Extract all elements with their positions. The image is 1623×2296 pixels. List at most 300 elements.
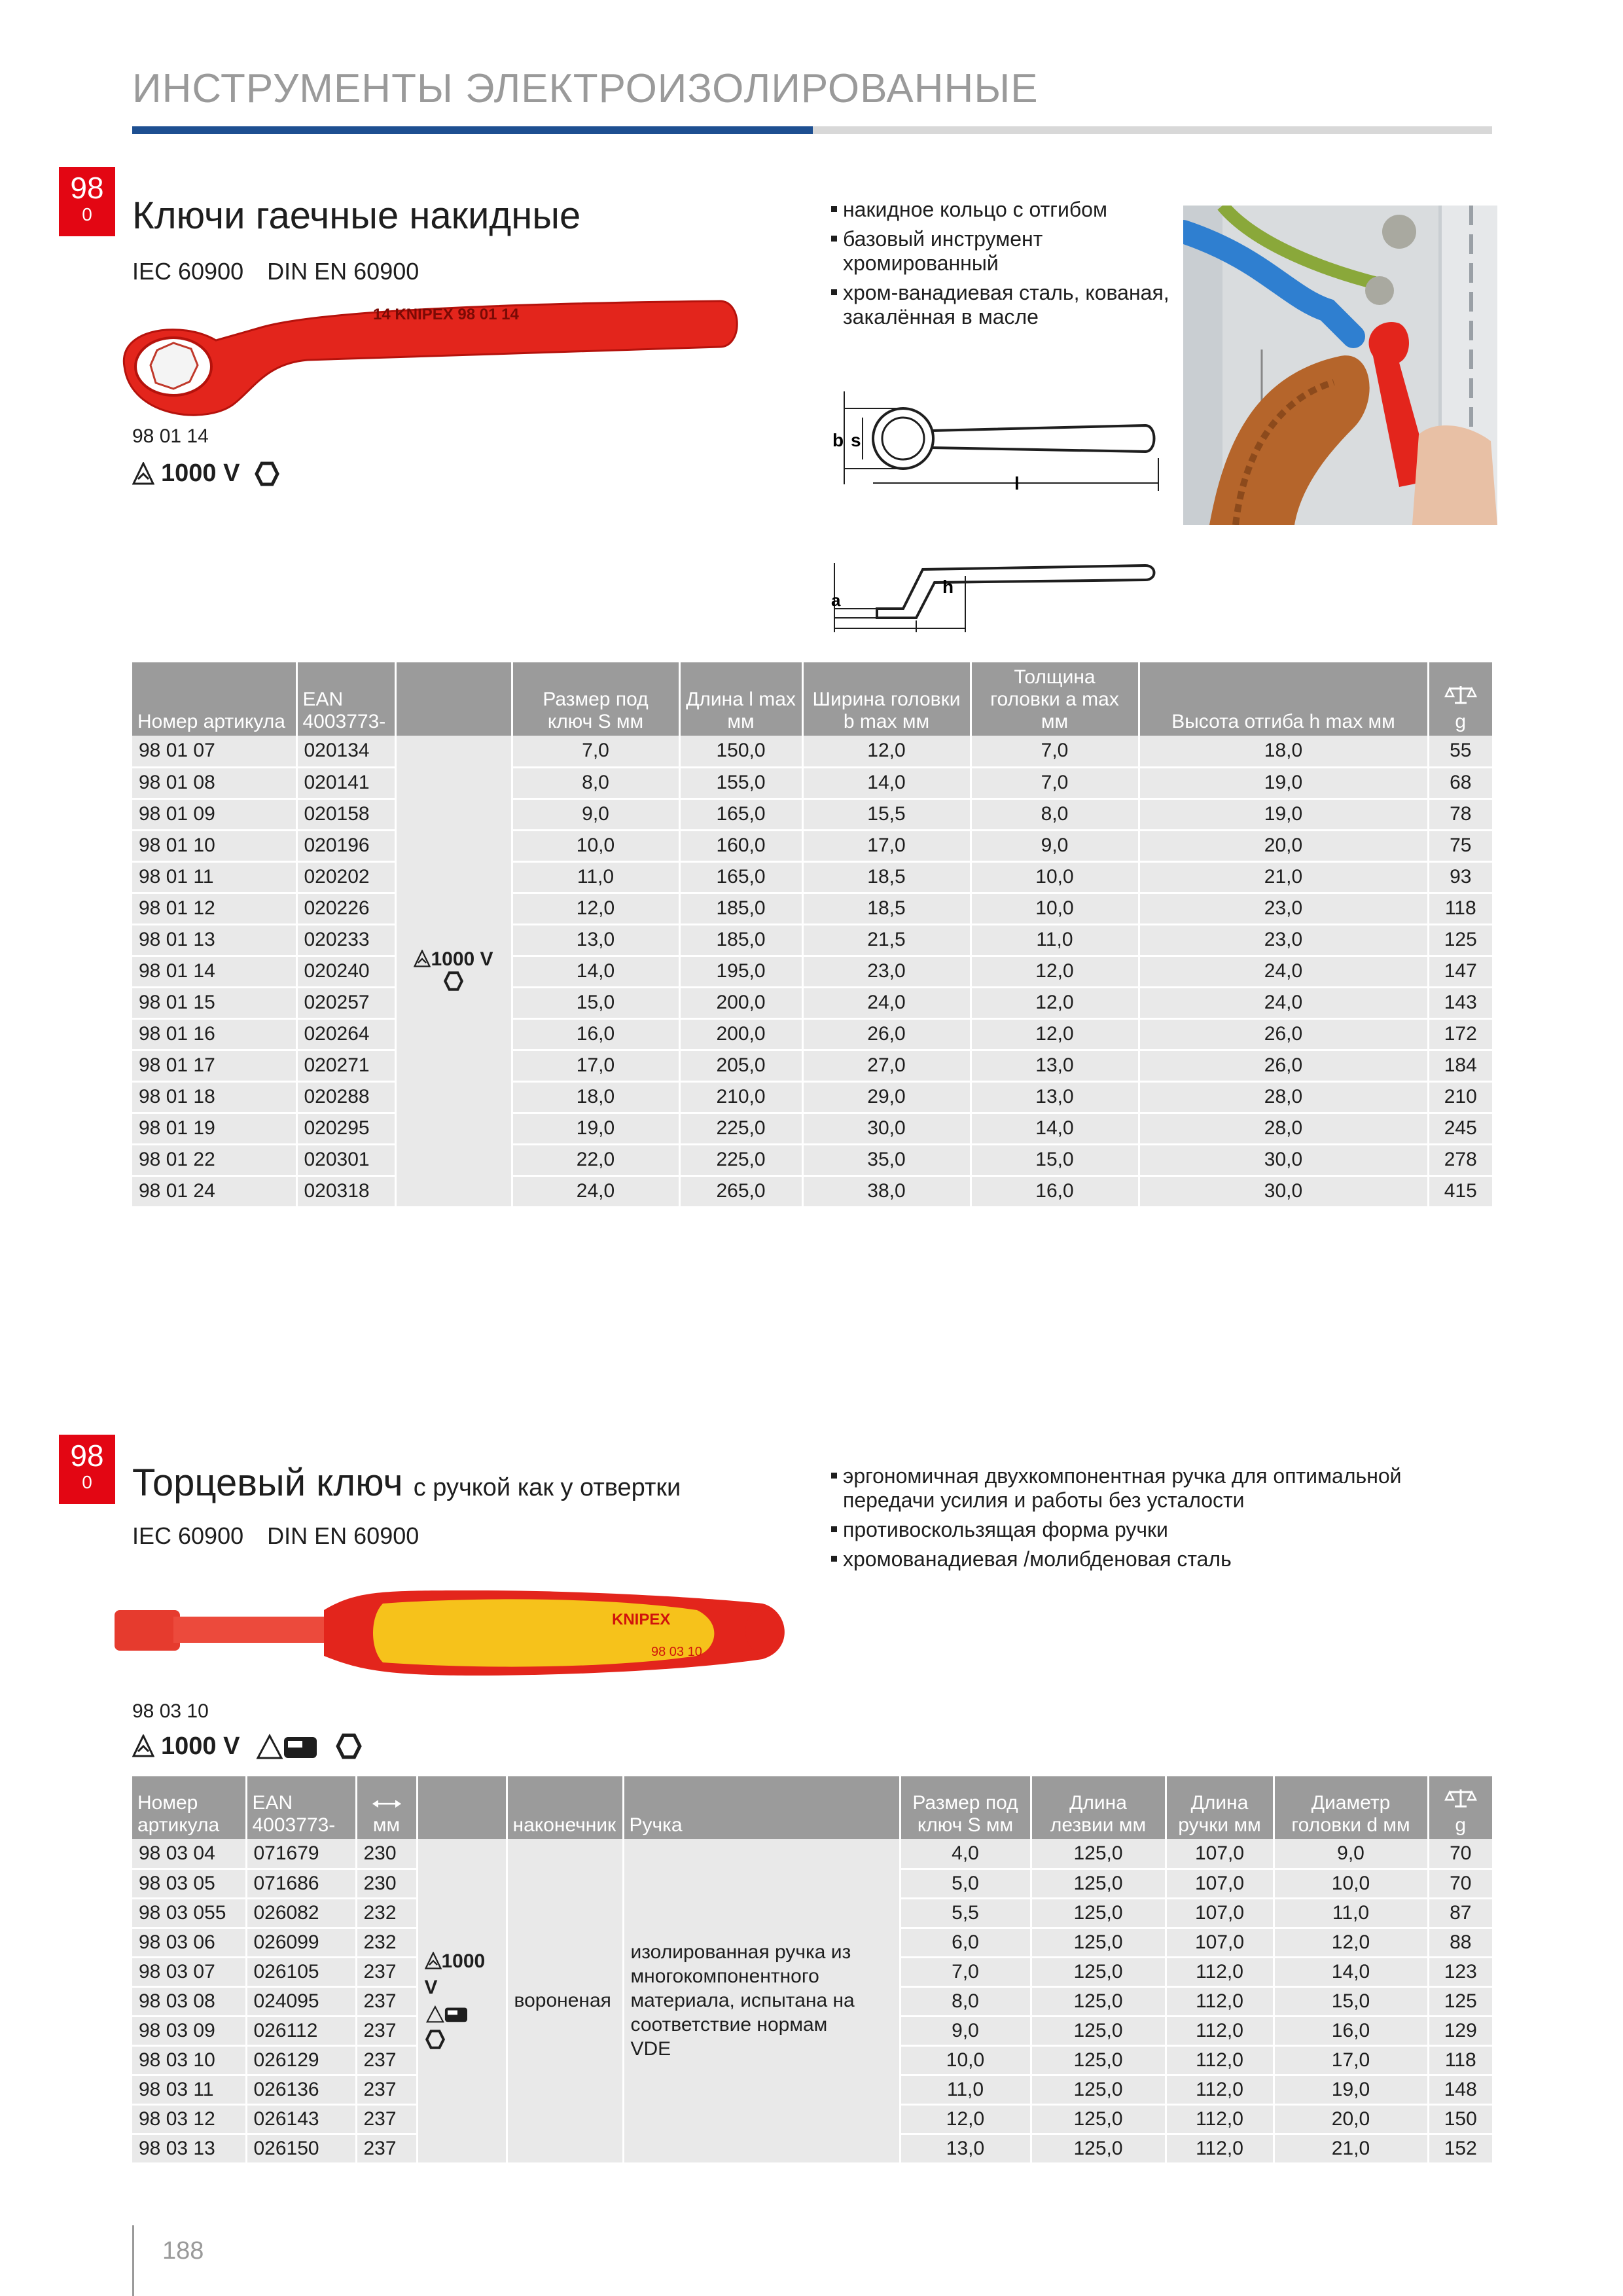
cell-blade-length: 125,0 xyxy=(1031,1869,1166,1898)
cell-key-size: 9,0 xyxy=(900,2016,1031,2045)
cell-bend-height: 24,0 xyxy=(1139,956,1428,987)
cell-article: 98 01 15 xyxy=(132,987,296,1018)
cell-article: 98 01 17 xyxy=(132,1050,296,1081)
col-rating xyxy=(395,662,512,736)
cell-head-width: 30,0 xyxy=(802,1113,971,1144)
cell-handle-length: 112,0 xyxy=(1166,1986,1274,2016)
section1-voltage-text: 1000 V xyxy=(161,459,240,487)
section2-standards xyxy=(132,1522,436,1550)
page-header: ИНСТРУМЕНТЫ ЭЛЕКТРОИЗОЛИРОВАННЫЕ xyxy=(132,66,1039,111)
nut-driver-image xyxy=(108,1584,802,1682)
cell-bend-height: 18,0 xyxy=(1139,736,1428,767)
cell-head-width: 23,0 xyxy=(802,956,971,987)
cell-key-size: 11,0 xyxy=(900,2075,1031,2104)
table-row xyxy=(132,767,1492,798)
section1-badge-subnumber: 0 xyxy=(82,204,92,224)
col-ean: EAN 4003773- xyxy=(246,1776,356,1839)
length-arrow-icon xyxy=(372,1799,401,1809)
cell-weight: 129 xyxy=(1428,2016,1492,2045)
section1-standard-2: DIN EN 60900 xyxy=(267,258,419,285)
cell-head-thickness: 14,0 xyxy=(971,1113,1139,1144)
diagram-label-h: h xyxy=(942,577,954,597)
col-key-size: Размер под ключ S мм xyxy=(512,662,679,736)
insulated-triangle-icon xyxy=(425,1952,442,1970)
cell-length: 265,0 xyxy=(679,1175,802,1207)
cell-key-size: 4,0 xyxy=(900,1839,1031,1869)
section1-badge-number: 98 xyxy=(70,171,104,205)
box-wrench-image xyxy=(111,288,753,425)
section2-badge xyxy=(59,1435,115,1504)
cell-weight: 172 xyxy=(1428,1018,1492,1050)
section1-features xyxy=(831,198,1171,334)
cell-weight: 123 xyxy=(1428,1957,1492,1986)
header-rule xyxy=(132,126,1492,134)
cell-weight: 93 xyxy=(1428,861,1492,893)
cell-article: 98 01 11 xyxy=(132,861,296,893)
cell-key-size: 18,0 xyxy=(512,1081,679,1113)
cell-ean: 020196 xyxy=(296,830,395,861)
cell-head-thickness: 12,0 xyxy=(971,956,1139,987)
col-ean: EAN 4003773- xyxy=(296,662,395,736)
cell-head-width: 14,0 xyxy=(802,767,971,798)
cell-weight: 143 xyxy=(1428,987,1492,1018)
diagram-label-a: a xyxy=(831,590,841,610)
cell-blade-length: 125,0 xyxy=(1031,1839,1166,1869)
cell-weight: 245 xyxy=(1428,1113,1492,1144)
cell-bend-height: 19,0 xyxy=(1139,798,1428,830)
cell-weight: 70 xyxy=(1428,1839,1492,1869)
section1-title: Ключи гаечные накидные xyxy=(132,194,581,237)
cell-head-diameter: 9,0 xyxy=(1274,1839,1428,1869)
cell-article: 98 01 10 xyxy=(132,830,296,861)
col-blade-length: Длина лезвии мм xyxy=(1031,1776,1166,1839)
cell-handle: изолированная ручка из многокомпонентного материала, испытана на соответствие нормам VDE xyxy=(623,1839,900,2163)
table-row xyxy=(132,1050,1492,1081)
cell-key-size: 16,0 xyxy=(512,1018,679,1050)
cell-length: 210,0 xyxy=(679,1081,802,1113)
cell-head-thickness: 11,0 xyxy=(971,924,1139,956)
cell-head-width: 38,0 xyxy=(802,1175,971,1207)
cell-length: 150,0 xyxy=(679,736,802,767)
footer-rule xyxy=(132,2225,134,2296)
cell-ean: 024095 xyxy=(246,1986,356,2016)
col-handle-length: Длина ручки мм xyxy=(1166,1776,1274,1839)
cell-ean: 020233 xyxy=(296,924,395,956)
section2-feature-2: противоскользящая форма ручки xyxy=(831,1518,1459,1542)
cell-blade-length: 125,0 xyxy=(1031,2134,1166,2163)
cell-head-thickness: 13,0 xyxy=(971,1081,1139,1113)
cell-ean: 026082 xyxy=(246,1898,356,1928)
cell-article: 98 03 05 xyxy=(132,1869,246,1898)
cell-weight: 150 xyxy=(1428,2104,1492,2134)
cell-head-thickness: 10,0 xyxy=(971,893,1139,924)
cell-ean: 071686 xyxy=(246,1869,356,1898)
col-head-diameter: Диаметр головки d мм xyxy=(1274,1776,1428,1839)
section2-article-caption: 98 03 10 xyxy=(132,1700,209,1722)
cell-ean: 020301 xyxy=(296,1144,395,1175)
cell-total-length: 230 xyxy=(356,1869,417,1898)
cell-head-diameter: 15,0 xyxy=(1274,1986,1428,2016)
col-weight: g xyxy=(1428,1776,1492,1839)
cell-article: 98 01 18 xyxy=(132,1081,296,1113)
cell-weight: 70 xyxy=(1428,1869,1492,1898)
cell-weight: 278 xyxy=(1428,1144,1492,1175)
diagram-label-s: s xyxy=(851,430,861,450)
cell-head-thickness: 9,0 xyxy=(971,830,1139,861)
cell-bend-height: 24,0 xyxy=(1139,987,1428,1018)
table-row xyxy=(132,956,1492,987)
cell-head-diameter: 12,0 xyxy=(1274,1928,1428,1957)
cell-weight: 118 xyxy=(1428,893,1492,924)
cell-head-width: 18,5 xyxy=(802,893,971,924)
cell-ean: 020288 xyxy=(296,1081,395,1113)
cell-blade-length: 125,0 xyxy=(1031,1957,1166,1986)
cell-head-diameter: 19,0 xyxy=(1274,2075,1428,2104)
cell-bend-height: 21,0 xyxy=(1139,861,1428,893)
cell-ean: 026099 xyxy=(246,1928,356,1957)
col-tip: наконечник xyxy=(507,1776,623,1839)
cell-key-size: 7,0 xyxy=(512,736,679,767)
table-row xyxy=(132,1144,1492,1175)
cell-bend-height: 30,0 xyxy=(1139,1175,1428,1207)
wrench-side-view-drawing xyxy=(825,537,1165,635)
cell-weight: 68 xyxy=(1428,767,1492,798)
cell-article: 98 03 12 xyxy=(132,2104,246,2134)
cell-head-diameter: 14,0 xyxy=(1274,1957,1428,1986)
col-weight: g xyxy=(1428,662,1492,736)
cell-key-size: 9,0 xyxy=(512,798,679,830)
cell-article: 98 03 09 xyxy=(132,2016,246,2045)
cell-key-size: 5,5 xyxy=(900,1898,1031,1928)
cell-ean: 071679 xyxy=(246,1839,356,1869)
cell-blade-length: 125,0 xyxy=(1031,2104,1166,2134)
cell-handle-length: 112,0 xyxy=(1166,2134,1274,2163)
cell-article: 98 01 08 xyxy=(132,767,296,798)
cell-key-size: 10,0 xyxy=(512,830,679,861)
cell-head-thickness: 13,0 xyxy=(971,1050,1139,1081)
cell-ean: 020318 xyxy=(296,1175,395,1207)
cell-weight: 152 xyxy=(1428,2134,1492,2163)
cell-handle-length: 107,0 xyxy=(1166,1839,1274,1869)
table-row xyxy=(132,798,1492,830)
section1-standards xyxy=(132,258,436,285)
cell-length: 225,0 xyxy=(679,1144,802,1175)
cell-article: 98 01 09 xyxy=(132,798,296,830)
cell-article: 98 01 12 xyxy=(132,893,296,924)
cell-weight: 125 xyxy=(1428,924,1492,956)
cell-rating-text: 1000 V xyxy=(424,1950,486,1998)
cell-article: 98 01 14 xyxy=(132,956,296,987)
section2-title-sub: с ручкой как у отвертки xyxy=(413,1474,681,1501)
cell-length: 225,0 xyxy=(679,1113,802,1144)
driver-handle-print: 98 03 10 xyxy=(651,1645,702,1659)
cell-key-size: 13,0 xyxy=(900,2134,1031,2163)
cell-blade-length: 125,0 xyxy=(1031,2075,1166,2104)
cell-tip: вороненая xyxy=(507,1839,623,2163)
cell-rating xyxy=(395,736,512,1207)
table-row xyxy=(132,1018,1492,1050)
cell-head-thickness: 12,0 xyxy=(971,987,1139,1018)
cell-handle-length: 107,0 xyxy=(1166,1928,1274,1957)
cell-total-length: 232 xyxy=(356,1898,417,1928)
table-row xyxy=(132,893,1492,924)
cell-rating xyxy=(417,1839,507,2163)
ergonomic-handle-icon xyxy=(255,1732,321,1761)
cell-total-length: 232 xyxy=(356,1928,417,1957)
wrench-brand-print: 14 KNIPEX 98 01 14 xyxy=(373,306,519,323)
cell-length: 185,0 xyxy=(679,924,802,956)
cell-key-size: 14,0 xyxy=(512,956,679,987)
section2-features xyxy=(831,1464,1459,1577)
table-row xyxy=(132,1081,1492,1113)
cell-weight: 415 xyxy=(1428,1175,1492,1207)
cell-head-thickness: 7,0 xyxy=(971,767,1139,798)
cell-article: 98 03 08 xyxy=(132,1986,246,2016)
cell-length: 200,0 xyxy=(679,1018,802,1050)
section1-feature-2: базовый инструмент хромированный xyxy=(831,227,1171,276)
section2-standard-2: DIN EN 60900 xyxy=(267,1522,419,1549)
cell-head-thickness: 10,0 xyxy=(971,861,1139,893)
cell-ean: 020271 xyxy=(296,1050,395,1081)
cell-bend-height: 30,0 xyxy=(1139,1144,1428,1175)
cell-total-length: 237 xyxy=(356,2134,417,2163)
table-row xyxy=(132,924,1492,956)
section1-standard-1: IEC 60900 xyxy=(132,258,244,285)
table-row xyxy=(132,861,1492,893)
col-key-size: Размер под ключ S мм xyxy=(900,1776,1031,1839)
cell-head-thickness: 8,0 xyxy=(971,798,1139,830)
hexagon-icon xyxy=(425,2029,446,2050)
cell-article: 98 03 04 xyxy=(132,1839,246,1869)
cell-key-size: 10,0 xyxy=(900,2045,1031,2075)
cell-bend-height: 26,0 xyxy=(1139,1018,1428,1050)
col-rating xyxy=(417,1776,507,1839)
cell-ean: 026129 xyxy=(246,2045,356,2075)
cell-blade-length: 125,0 xyxy=(1031,1928,1166,1957)
cell-bend-height: 20,0 xyxy=(1139,830,1428,861)
cell-head-width: 12,0 xyxy=(802,736,971,767)
cell-weight: 75 xyxy=(1428,830,1492,861)
cell-weight: 87 xyxy=(1428,1898,1492,1928)
section2-voltage-text: 1000 V xyxy=(161,1732,240,1760)
cell-length: 155,0 xyxy=(679,767,802,798)
cell-ean: 020202 xyxy=(296,861,395,893)
cell-ean: 026150 xyxy=(246,2134,356,2163)
wrench-usage-photo xyxy=(1183,206,1497,525)
cell-head-thickness: 16,0 xyxy=(971,1175,1139,1207)
cell-handle-length: 112,0 xyxy=(1166,2016,1274,2045)
cell-key-size: 15,0 xyxy=(512,987,679,1018)
cell-head-width: 27,0 xyxy=(802,1050,971,1081)
cell-blade-length: 125,0 xyxy=(1031,2045,1166,2075)
section2-feature-1: эргономичная двухкомпонентная ручка для оптимальной передачи усилия и работы без усталости xyxy=(831,1464,1459,1513)
cell-length: 200,0 xyxy=(679,987,802,1018)
cell-length: 195,0 xyxy=(679,956,802,987)
cell-head-diameter: 16,0 xyxy=(1274,2016,1428,2045)
col-article: Номер артикула xyxy=(132,1776,246,1839)
table-row xyxy=(132,1175,1492,1207)
section1-badge xyxy=(59,167,115,236)
cell-ean: 020295 xyxy=(296,1113,395,1144)
section1-feature-1: накидное кольцо с отгибом xyxy=(831,198,1171,222)
cell-total-length: 230 xyxy=(356,1839,417,1869)
cell-article: 98 03 06 xyxy=(132,1928,246,1957)
col-article: Номер артикула xyxy=(132,662,296,736)
section1-spec-table xyxy=(132,662,1492,1208)
cell-article: 98 01 22 xyxy=(132,1144,296,1175)
col-total-length: мм xyxy=(356,1776,417,1839)
cell-ean: 020226 xyxy=(296,893,395,924)
cell-weight: 118 xyxy=(1428,2045,1492,2075)
cell-head-thickness: 7,0 xyxy=(971,736,1139,767)
cell-article: 98 01 19 xyxy=(132,1113,296,1144)
cell-head-thickness: 15,0 xyxy=(971,1144,1139,1175)
cell-key-size: 22,0 xyxy=(512,1144,679,1175)
cell-weight: 148 xyxy=(1428,2075,1492,2104)
cell-weight: 210 xyxy=(1428,1081,1492,1113)
hexagon-icon xyxy=(335,1732,363,1760)
cell-head-width: 17,0 xyxy=(802,830,971,861)
cell-length: 165,0 xyxy=(679,798,802,830)
cell-key-size: 12,0 xyxy=(512,893,679,924)
diagram-label-l: l xyxy=(1014,473,1020,493)
cell-rating-text: 1000 V xyxy=(431,948,493,971)
cell-key-size: 17,0 xyxy=(512,1050,679,1081)
table-row xyxy=(132,1113,1492,1144)
scales-icon xyxy=(1444,1787,1477,1809)
scales-icon xyxy=(1444,683,1477,706)
cell-length: 205,0 xyxy=(679,1050,802,1081)
ergonomic-handle-icon xyxy=(425,2004,471,2024)
cell-head-width: 26,0 xyxy=(802,1018,971,1050)
cell-head-width: 15,5 xyxy=(802,798,971,830)
cell-handle-length: 112,0 xyxy=(1166,1957,1274,1986)
section2-badge-number: 98 xyxy=(70,1439,104,1473)
cell-head-diameter: 20,0 xyxy=(1274,2104,1428,2134)
wrench-top-view-drawing xyxy=(825,386,1165,497)
cell-key-size: 12,0 xyxy=(900,2104,1031,2134)
cell-blade-length: 125,0 xyxy=(1031,1986,1166,2016)
cell-weight: 88 xyxy=(1428,1928,1492,1957)
cell-total-length: 237 xyxy=(356,2016,417,2045)
cell-head-thickness: 12,0 xyxy=(971,1018,1139,1050)
cell-total-length: 237 xyxy=(356,2075,417,2104)
insulated-triangle-icon xyxy=(414,950,431,968)
cell-head-diameter: 10,0 xyxy=(1274,1869,1428,1898)
cell-key-size: 8,0 xyxy=(900,1986,1031,2016)
cell-handle-length: 107,0 xyxy=(1166,1869,1274,1898)
cell-length: 185,0 xyxy=(679,893,802,924)
cell-head-diameter: 21,0 xyxy=(1274,2134,1428,2163)
cell-ean: 020257 xyxy=(296,987,395,1018)
cell-handle-length: 112,0 xyxy=(1166,2075,1274,2104)
cell-total-length: 237 xyxy=(356,1986,417,2016)
section2-title-main: Торцевый ключ xyxy=(132,1462,403,1504)
cell-weight: 78 xyxy=(1428,798,1492,830)
cell-key-size: 11,0 xyxy=(512,861,679,893)
cell-ean: 026112 xyxy=(246,2016,356,2045)
cell-article: 98 01 07 xyxy=(132,736,296,767)
section1-feature-3: хром-ванадиевая сталь, кованая, закалённая в масле xyxy=(831,281,1171,329)
cell-total-length: 237 xyxy=(356,1957,417,1986)
col-bend-height: Высота отгиба h max мм xyxy=(1139,662,1428,736)
cell-weight: 147 xyxy=(1428,956,1492,987)
section2-standard-1: IEC 60900 xyxy=(132,1522,244,1549)
col-handle: Ручка xyxy=(623,1776,900,1839)
cell-article: 98 03 13 xyxy=(132,2134,246,2163)
cell-ean: 020158 xyxy=(296,798,395,830)
cell-handle-length: 112,0 xyxy=(1166,2104,1274,2134)
section2-feature-3: хромованадиевая /молибденовая сталь xyxy=(831,1547,1459,1571)
cell-weight: 184 xyxy=(1428,1050,1492,1081)
cell-article: 98 03 10 xyxy=(132,2045,246,2075)
section2-voltage-rating xyxy=(132,1732,363,1761)
table-row xyxy=(132,830,1492,861)
cell-key-size: 24,0 xyxy=(512,1175,679,1207)
table-row xyxy=(132,1839,1492,1869)
cell-ean: 026136 xyxy=(246,2075,356,2104)
cell-ean: 026105 xyxy=(246,1957,356,1986)
cell-head-diameter: 17,0 xyxy=(1274,2045,1428,2075)
cell-head-width: 35,0 xyxy=(802,1144,971,1175)
section2-title xyxy=(132,1461,681,1505)
cell-key-size: 8,0 xyxy=(512,767,679,798)
table-row xyxy=(132,736,1492,767)
cell-bend-height: 28,0 xyxy=(1139,1081,1428,1113)
section2-spec-table xyxy=(132,1776,1492,2164)
diagram-label-b: b xyxy=(832,430,844,450)
col-head-width: Ширина головки b max мм xyxy=(802,662,971,736)
col-length: Длина l max мм xyxy=(679,662,802,736)
cell-length: 160,0 xyxy=(679,830,802,861)
insulated-triangle-icon xyxy=(132,1734,154,1758)
cell-blade-length: 125,0 xyxy=(1031,1898,1166,1928)
cell-article: 98 03 11 xyxy=(132,2075,246,2104)
cell-ean: 020264 xyxy=(296,1018,395,1050)
cell-bend-height: 23,0 xyxy=(1139,924,1428,956)
cell-key-size: 7,0 xyxy=(900,1957,1031,1986)
cell-key-size: 19,0 xyxy=(512,1113,679,1144)
driver-brand-print: KNIPEX xyxy=(612,1611,671,1628)
cell-head-width: 24,0 xyxy=(802,987,971,1018)
table-row xyxy=(132,987,1492,1018)
cell-weight: 55 xyxy=(1428,736,1492,767)
cell-key-size: 6,0 xyxy=(900,1928,1031,1957)
hexagon-icon xyxy=(443,971,464,992)
hexagon-icon xyxy=(254,461,280,487)
cell-handle-length: 112,0 xyxy=(1166,2045,1274,2075)
cell-article: 98 03 055 xyxy=(132,1898,246,1928)
cell-ean: 020240 xyxy=(296,956,395,987)
cell-head-width: 29,0 xyxy=(802,1081,971,1113)
cell-key-size: 5,0 xyxy=(900,1869,1031,1898)
insulated-triangle-icon xyxy=(132,462,154,486)
cell-article: 98 01 24 xyxy=(132,1175,296,1207)
cell-bend-height: 26,0 xyxy=(1139,1050,1428,1081)
cell-article: 98 01 13 xyxy=(132,924,296,956)
cell-key-size: 13,0 xyxy=(512,924,679,956)
cell-total-length: 237 xyxy=(356,2045,417,2075)
col-head-thickness: Толщина головки a max мм xyxy=(971,662,1139,736)
cell-head-width: 18,5 xyxy=(802,861,971,893)
cell-weight: 125 xyxy=(1428,1986,1492,2016)
section1-article-caption: 98 01 14 xyxy=(132,425,209,447)
cell-ean: 020134 xyxy=(296,736,395,767)
cell-article: 98 01 16 xyxy=(132,1018,296,1050)
cell-ean: 020141 xyxy=(296,767,395,798)
cell-blade-length: 125,0 xyxy=(1031,2016,1166,2045)
cell-handle-length: 107,0 xyxy=(1166,1898,1274,1928)
